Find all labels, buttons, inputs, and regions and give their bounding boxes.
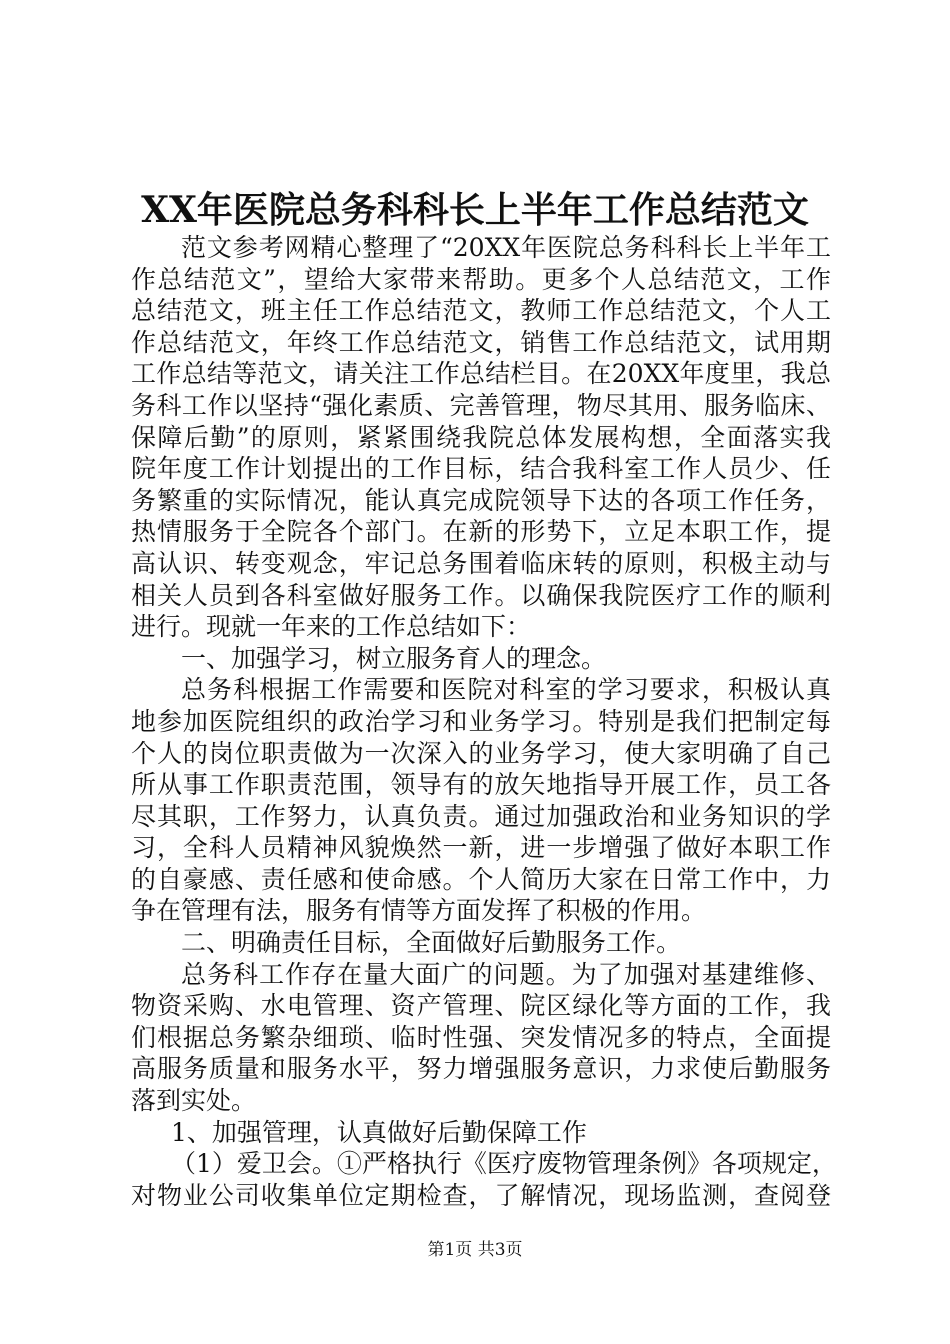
body-line: 热情服务于全院各个部门。在新的形势下，立足本职工作，提 (131, 517, 831, 547)
document-body (131, 232, 837, 1211)
body-line: 进行。现就一年来的工作总结如下： (131, 612, 532, 642)
body-line: 争在管理有法，服务有情等方面发挥了积极的作用。 (131, 896, 707, 926)
body-line: 总务科根据工作需要和医院对科室的学习要求，积极认真 (181, 675, 831, 705)
subsection-heading: 1、加强管理，认真做好后勤保障工作 (171, 1117, 587, 1147)
body-line: 范文参考网精心整理了“20XX年医院总务科科长上半年工 (181, 233, 831, 262)
document-title: XX年医院总务科科长上半年工作总结范文 (141, 189, 809, 231)
body-line: （1）爱卫会。①严格执行《医疗废物管理条例》各项规定， (171, 1149, 837, 1179)
body-line: 作总结范文”，望给大家带来帮助。更多个人总结范文，工作 (131, 264, 831, 294)
body-line: 作总结范文，年终工作总结范文，销售工作总结范文，试用期 (131, 327, 831, 357)
body-line: 工作总结等范文，请关注工作总结栏目。在20XX年度里，我总 (131, 359, 831, 389)
body-line: 相关人员到各科室做好服务工作。以确保我院医疗工作的顺利 (131, 580, 831, 610)
section-heading-1: 一、加强学习，树立服务育人的理念。 (181, 643, 607, 673)
body-line: 个人的岗位职责做为一次深入的业务学习，使大家明确了自己 (131, 738, 831, 768)
body-line: 总务科工作存在量大面广的问题。为了加强对基建维修、 (181, 959, 831, 989)
body-line: 们根据总务繁杂细琐、临时性强、突发情况多的特点，全面提 (131, 1022, 831, 1052)
body-line: 务科工作以坚持“强化素质、完善管理，物尽其用、服务临床、 (131, 390, 831, 420)
body-line: 对物业公司收集单位定期检查，了解情况，现场监测，查阅登 (131, 1180, 831, 1210)
page-footer: 第1页 共3页 (427, 1240, 523, 1260)
body-line: 尽其职，工作努力，认真负责。通过加强政治和业务知识的学 (131, 801, 831, 831)
body-line: 务繁重的实际情况，能认真完成院领导下达的各项工作任务， (131, 485, 831, 515)
body-line: 的自豪感、责任感和使命感。个人简历大家在日常工作中，力 (131, 864, 831, 894)
body-line: 物资采购、水电管理、资产管理、院区绿化等方面的工作，我 (131, 991, 831, 1021)
body-line: 习，全科人员精神风貌焕然一新，进一步增强了做好本职工作 (131, 833, 831, 863)
body-line: 总结范文，班主任工作总结范文，教师工作总结范文，个人工 (131, 296, 831, 326)
body-line: 保障后勤”的原则，紧紧围绕我院总体发展构想，全面落实我 (131, 422, 831, 452)
body-line: 地参加医院组织的政治学习和业务学习。特别是我们把制定每 (131, 706, 831, 736)
body-line: 落到实处。 (131, 1086, 257, 1116)
body-line: 高认识、转变观念，牢记总务围着临床转的原则，积极主动与 (131, 548, 831, 578)
body-line: 院年度工作计划提出的工作目标，结合我科室工作人员少、任 (131, 454, 831, 484)
section-heading-2: 二、明确责任目标，全面做好后勤服务工作。 (181, 928, 682, 958)
body-line: 所从事工作职责范围，领导有的放矢地指导开展工作，员工各 (131, 770, 831, 800)
body-line: 高服务质量和服务水平，努力增强服务意识，力求使后勤服务 (131, 1054, 831, 1084)
